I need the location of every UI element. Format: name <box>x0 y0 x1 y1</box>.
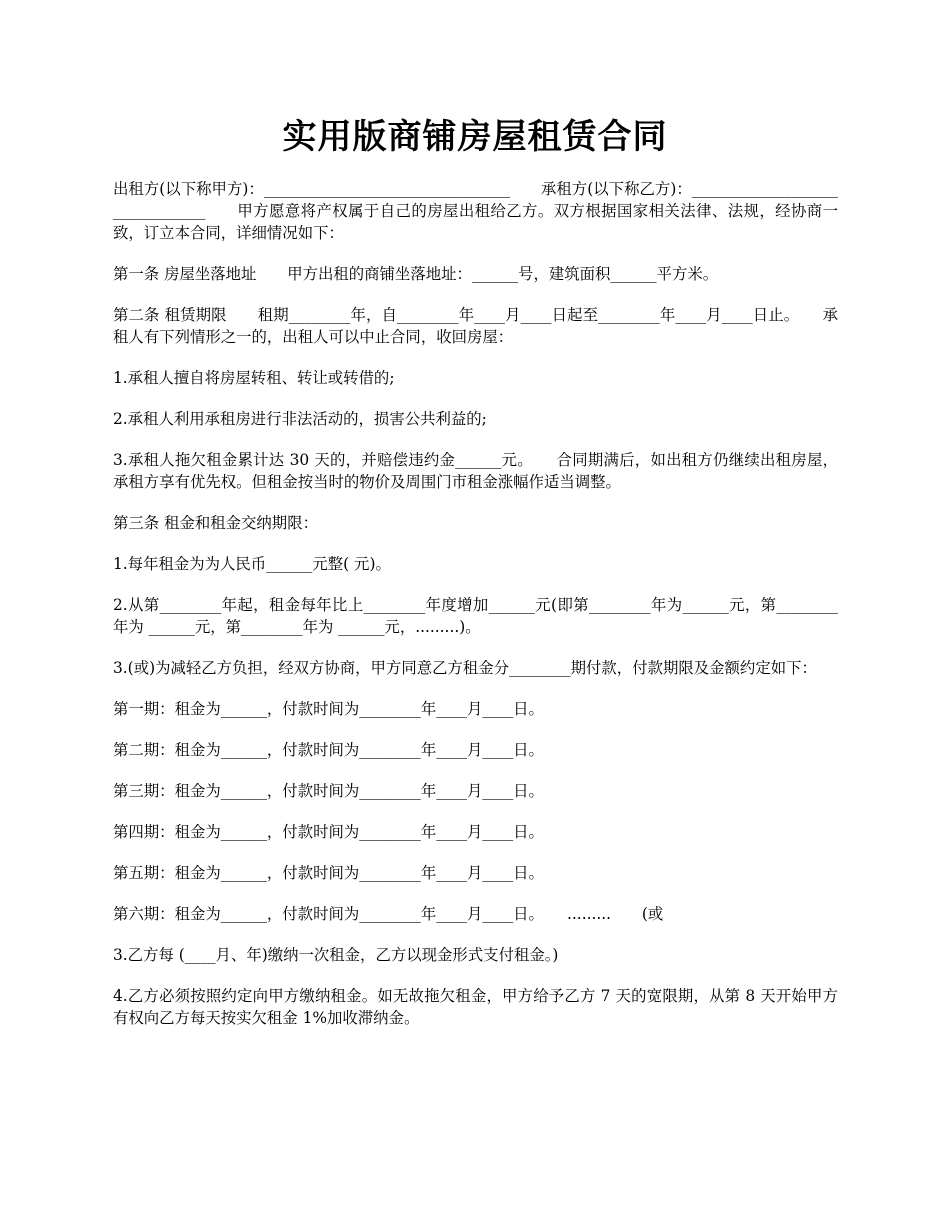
parties-paragraph: 出租方(以下称甲方)：________________________________ 承租方(以下称乙方)：_______________________________ 甲方愿意将产权属于自己的房屋出租给乙方。双方根据国家相关法律、法规，经协商一致，订立本合同，详细情况如下： <box>113 180 838 242</box>
rent-item-3-alt: 3.乙方每 (____月、年)缴纳一次租金，乙方以现金形式支付租金。) <box>113 946 559 964</box>
rent-item-4-late-fee: 4.乙方必须按照约定向甲方缴纳租金。如无故拖欠租金，甲方给予乙方 7 天的宽限期，从第 8 天开始甲方有权向乙方每天按实欠租金 1%加收滞纳金。 <box>113 987 838 1027</box>
installment-2: 第二期：租金为______，付款时间为________年____月____日。 <box>113 741 544 759</box>
article-3-heading: 第三条 租金和租金交纳期限： <box>113 514 318 532</box>
termination-item-1: 1.承租人擅自将房屋转租、转让或转借的; <box>113 369 395 387</box>
rent-item-3-installments: 3.(或)为减轻乙方负担，经双方协商，甲方同意乙方租金分________期付款，付款期限及金额约定如下： <box>113 659 817 677</box>
rent-item-1: 1.每年租金为为人民币______元整( 元)。 <box>113 555 391 573</box>
installment-6: 第六期：租金为______，付款时间为________年____月____日。 ......... (或 <box>113 905 664 923</box>
termination-item-3: 3.承租人拖欠租金累计达 30 天的，并赔偿违约金______元。 合同期满后，如出租方仍继续出租房屋，承租方享有优先权。但租金按当时的物价及周围门市租金涨幅作适当调整。 <box>113 451 838 491</box>
document-body <box>113 178 838 1048</box>
article-2-term: 第二条 租赁期限 租期________年，自________年____月____日起至________年____月____日止。 承租人有下列情形之一的，出租人可以中止合同，收回房屋： <box>113 306 838 346</box>
installment-3: 第三期：租金为______，付款时间为________年____月____日。 <box>113 782 544 800</box>
installment-1: 第一期：租金为______，付款时间为________年____月____日。 <box>113 700 544 718</box>
installment-5: 第五期：租金为______，付款时间为________年____月____日。 <box>113 864 544 882</box>
rent-item-2: 2.从第________年起，租金每年比上________年度增加______元(即第________年为______元，第________年为 ______元，第________年为 ______元，.........)。 <box>113 596 838 636</box>
article-1-address: 第一条 房屋坐落地址 甲方出租的商铺坐落地址：______号，建筑面积______平方米。 <box>113 265 719 283</box>
termination-item-2: 2.承租人利用承租房进行非法活动的，损害公共利益的; <box>113 410 487 428</box>
installment-4: 第四期：租金为______，付款时间为________年____月____日。 <box>113 823 544 841</box>
document-title: 实用版商铺房屋租赁合同 <box>282 117 668 157</box>
